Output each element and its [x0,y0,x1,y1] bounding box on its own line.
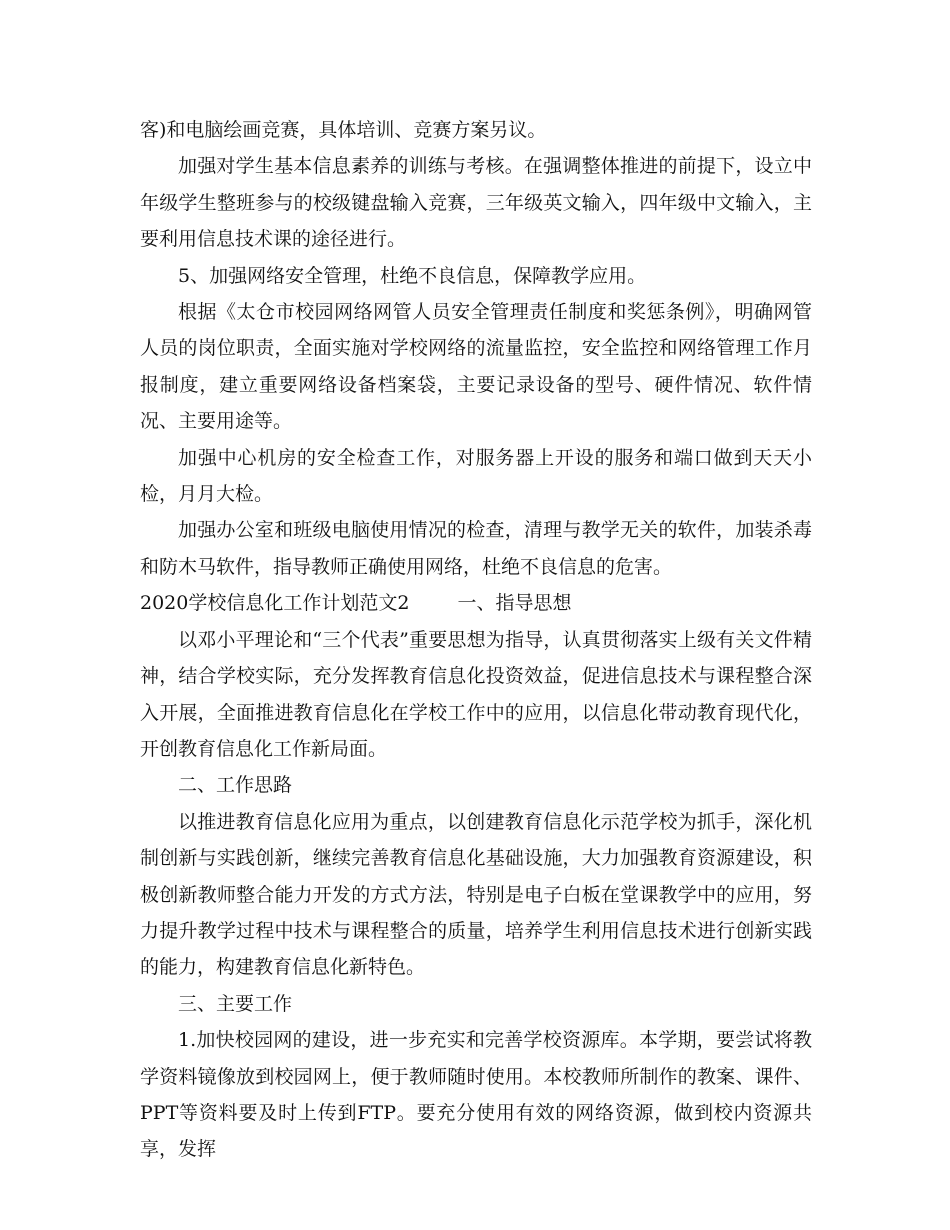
paragraph-heading: 三、主要工作 [178,992,293,1015]
section-heading [140,585,812,621]
paragraph: 根据《太仓市校园网络网管人员安全管理责任制度和奖惩条例》，明确网管人员的岗位职责，全面实施对学校网络的流量监控，安全监控和网络管理工作月报制度，建立重要网络设备档案袋，主要记录设备的型号、硬件情况、软件情况、主要用途等。 [140,301,812,433]
paragraph: 5、加强网络安全管理，杜绝不良信息，保障教学应用。 [178,264,647,287]
paragraph: 加强中心机房的安全检查工作，对服务器上开设的服务和端口做到天天小检，月月大检。 [140,446,812,506]
paragraph: 加强对学生基本信息素养的训练与考核。在强调整体推进的前提下，设立中年级学生整班参与的校级键盘输入竞赛，三年级英文输入，四年级中文输入，主要利用信息技术课的途径进行。 [140,155,812,251]
section-title: 2020学校信息化工作计划范文2 [140,592,410,615]
paragraph: 1.加快校园网的建设，进一步充实和完善学校资源库。本学期，要尝试将教学资料镜像放到校园网上，便于教师随时使用。本校教师所制作的教案、课件、PPT等资料要及时上传到FTP。要充分使用有效的网络资源，做到校内资源共享，发挥 [140,1029,812,1161]
document-body [140,112,812,1168]
paragraph: 加强办公室和班级电脑使用情况的检查，清理与教学无关的软件，加装杀毒和防木马软件，指导教师正确使用网络，杜绝不良信息的危害。 [140,519,812,578]
paragraph: 以邓小平理论和“三个代表”重要思想为指导，认真贯彻落实上级有关文件精神，结合学校实际，充分发挥教育信息化投资效益，促进信息技术与课程整合深入开展，全面推进教育信息化在学校工作中的应用，以信息化带动教育现代化，开创教育信息化工作新局面。 [140,628,812,760]
section-subtitle: 一、指导思想 [457,592,572,615]
paragraph: 客)和电脑绘画竞赛，具体培训、竞赛方案另议。 [140,119,547,141]
paragraph-heading: 二、工作思路 [178,774,293,797]
paragraph: 以推进教育信息化应用为重点，以创建教育信息化示范学校为抓手，深化机制创新与实践创新，继续完善教育信息化基础设施，大力加强教育资源建设，积极创新教师整合能力开发的方式方法，特别是电子白板在堂课教学中的应用，努力提升教学过程中技术与课程整合的质量，培养学生利用信息技术进行创新实践的能力，构建教育信息化新特色。 [140,810,812,979]
